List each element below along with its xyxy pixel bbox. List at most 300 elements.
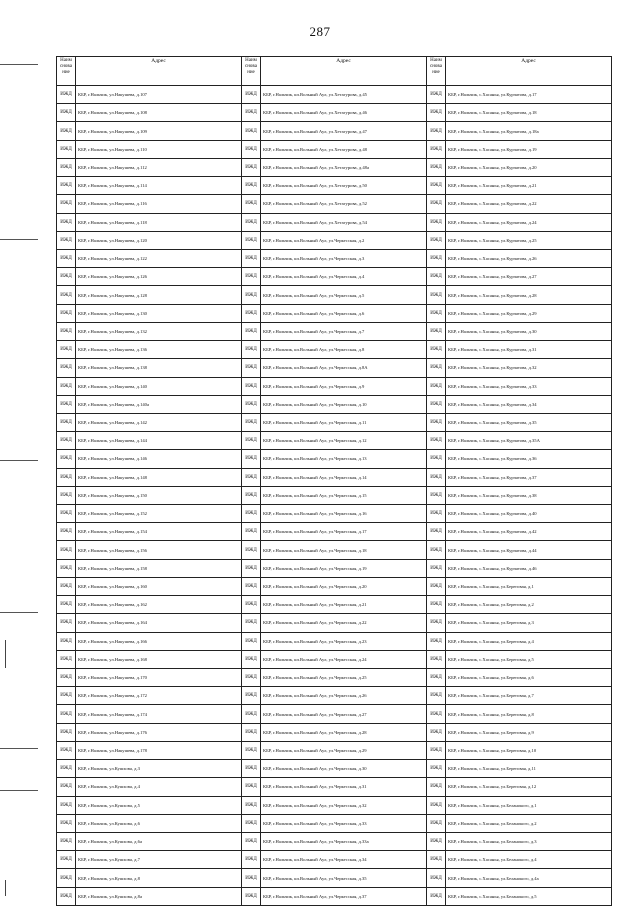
address-table xyxy=(56,56,612,906)
address-cell: КБР, г.Нальчик, с.Хасанья, ул.Береговая, д.3 xyxy=(446,614,612,632)
address-cell: КБР, г.Нальчик, с.Хасанья, ул.Береговая, д.12 xyxy=(446,778,612,796)
address-cell: КБР, г.Нальчик, кп.Вольный Аул, ул.Черкесская, д.12 xyxy=(261,432,427,450)
address-cell: КБР, г.Нальчик, кп.Вольный Аул, ул.Черкесская, д.3 xyxy=(261,249,427,267)
table-row xyxy=(57,213,612,231)
address-cell: КБР, г.Нальчик, с.Хасанья, ул.Курчатова, д.34 xyxy=(446,395,612,413)
address-cell: КБР, г.Нальчик, ул.Накушева, д.148 xyxy=(76,468,242,486)
address-cell: КБР, г.Нальчик, кп.Вольный Аул, ул.Хетагурова, д.54 xyxy=(261,213,427,231)
address-cell: КБР, г.Нальчик, ул.Накушева, д.130 xyxy=(76,304,242,322)
address-cell: КБР, г.Нальчик, с.Хасанья, ул.Береговая, д.8 xyxy=(446,705,612,723)
object-type-cell: ИЖД xyxy=(57,650,76,668)
object-type-cell: ИЖД xyxy=(242,177,261,195)
object-type-cell: ИЖД xyxy=(427,450,446,468)
object-type-cell: ИЖД xyxy=(427,177,446,195)
object-type-cell: ИЖД xyxy=(57,158,76,176)
address-cell: КБР, г.Нальчик, ул.Накушева, д.114 xyxy=(76,177,242,195)
object-type-cell: ИЖД xyxy=(242,687,261,705)
address-cell: КБР, г.Нальчик, кп.Вольный Аул, ул.Черкесская, д.14 xyxy=(261,468,427,486)
object-type-cell: ИЖД xyxy=(57,705,76,723)
address-cell: КБР, г.Нальчик, ул.Накушева, д.146 xyxy=(76,450,242,468)
object-type-cell: ИЖД xyxy=(242,596,261,614)
address-cell: КБР, г.Нальчик, с.Хасанья, ул.Береговая, д.4 xyxy=(446,632,612,650)
table-row xyxy=(57,468,612,486)
table-row xyxy=(57,650,612,668)
object-type-cell: ИЖД xyxy=(427,268,446,286)
table-row xyxy=(57,614,612,632)
address-cell: КБР, г.Нальчик, с.Хасанья, ул.Курчатова, д.46 xyxy=(446,559,612,577)
table-row xyxy=(57,104,612,122)
address-cell: КБР, г.Нальчик, кп.Вольный Аул, ул.Черкесская, д.32 xyxy=(261,796,427,814)
object-type-cell: ИЖД xyxy=(57,869,76,887)
object-type-cell: ИЖД xyxy=(57,832,76,850)
table-row xyxy=(57,541,612,559)
object-type-cell: ИЖД xyxy=(242,723,261,741)
address-cell: КБР, г.Нальчик, с.Хасанья, ул.Курчатова, д.35 xyxy=(446,413,612,431)
address-cell: КБР, г.Нальчик, с.Хасанья, ул.Курчатова, д.35А xyxy=(446,432,612,450)
table-row xyxy=(57,413,612,431)
object-type-cell: ИЖД xyxy=(427,559,446,577)
table-row xyxy=(57,669,612,687)
object-type-cell: ИЖД xyxy=(427,887,446,905)
table-body xyxy=(57,86,612,906)
object-type-cell: ИЖД xyxy=(57,669,76,687)
address-cell: КБР, г.Нальчик, кп.Вольный Аул, ул.Черкесская, д.26 xyxy=(261,687,427,705)
address-cell: КБР, г.Нальчик, с.Хасанья, ул.Курчатова, д.40 xyxy=(446,505,612,523)
address-cell: КБР, г.Нальчик, кп.Вольный Аул, ул.Черкесская, д.21 xyxy=(261,596,427,614)
object-type-cell: ИЖД xyxy=(57,268,76,286)
object-type-cell: ИЖД xyxy=(242,104,261,122)
object-type-cell: ИЖД xyxy=(427,632,446,650)
object-type-cell: ИЖД xyxy=(57,505,76,523)
address-cell: КБР, г.Нальчик, с.Хасанья, ул.Курчатова, д.24 xyxy=(446,213,612,231)
object-type-cell: ИЖД xyxy=(57,286,76,304)
object-type-cell: ИЖД xyxy=(242,486,261,504)
address-cell: КБР, г.Нальчик, кп.Вольный Аул, ул.Черкесская, д.29 xyxy=(261,741,427,759)
object-type-cell: ИЖД xyxy=(57,468,76,486)
address-cell: КБР, г.Нальчик, кп.Вольный Аул, ул.Хетагурова, д.45 xyxy=(261,86,427,104)
object-type-cell: ИЖД xyxy=(57,523,76,541)
table-row xyxy=(57,177,612,195)
address-cell: КБР, г.Нальчик, кп.Вольный Аул, ул.Черкесская, д.34 xyxy=(261,851,427,869)
address-cell: КБР, г.Нальчик, ул.Кушхова, д.6а xyxy=(76,832,242,850)
table-row xyxy=(57,705,612,723)
object-type-cell: ИЖД xyxy=(57,432,76,450)
address-cell: КБР, г.Нальчик, с.Хасанья, ул.Курчатова, д.42 xyxy=(446,523,612,541)
address-cell: КБР, г.Нальчик, ул.Кушхова, д.8 xyxy=(76,869,242,887)
address-cell: КБР, г.Нальчик, с.Хасанья, ул.Курчатова, д.32 xyxy=(446,359,612,377)
object-type-cell: ИЖД xyxy=(427,413,446,431)
table-row xyxy=(57,559,612,577)
object-type-cell: ИЖД xyxy=(427,249,446,267)
table-row xyxy=(57,760,612,778)
object-type-cell: ИЖД xyxy=(427,395,446,413)
address-cell: КБР, г.Нальчик, кп.Вольный Аул, ул.Хетагурова, д.50 xyxy=(261,177,427,195)
address-cell: КБР, г.Нальчик, кп.Вольный Аул, ул.Черкесская, д.18 xyxy=(261,541,427,559)
address-cell: КБР, г.Нальчик, с.Хасанья, ул.Береговая, д.7 xyxy=(446,687,612,705)
address-cell: КБР, г.Нальчик, кп.Вольный Аул, ул.Черкесская, д.33 xyxy=(261,814,427,832)
address-cell: КБР, г.Нальчик, ул.Кушхова, д.4 xyxy=(76,778,242,796)
table-row xyxy=(57,158,612,176)
object-type-cell: ИЖД xyxy=(57,377,76,395)
table-row xyxy=(57,450,612,468)
address-cell: КБР, г.Нальчик, ул.Накушева, д.136 xyxy=(76,341,242,359)
object-type-cell: ИЖД xyxy=(57,559,76,577)
object-type-cell: ИЖД xyxy=(242,377,261,395)
type-column-header: Наим снова ние xyxy=(57,57,76,86)
address-cell: КБР, г.Нальчик, ул.Накушева, д.156 xyxy=(76,541,242,559)
table-row xyxy=(57,322,612,340)
object-type-cell: ИЖД xyxy=(427,832,446,850)
address-cell: КБР, г.Нальчик, кп.Вольный Аул, ул.Черкесская, д.11 xyxy=(261,413,427,431)
object-type-cell: ИЖД xyxy=(242,86,261,104)
address-cell: КБР, г.Нальчик, ул.Накушева, д.140а xyxy=(76,395,242,413)
address-cell: КБР, г.Нальчик, ул.Накушева, д.107 xyxy=(76,86,242,104)
object-type-cell: ИЖД xyxy=(57,614,76,632)
object-type-cell: ИЖД xyxy=(427,377,446,395)
object-type-cell: ИЖД xyxy=(242,851,261,869)
object-type-cell: ИЖД xyxy=(427,341,446,359)
object-type-cell: ИЖД xyxy=(427,432,446,450)
object-type-cell: ИЖД xyxy=(427,614,446,632)
address-cell: КБР, г.Нальчик, с.Хасанья, ул.Береговая, д.5 xyxy=(446,650,612,668)
address-cell: КБР, г.Нальчик, с.Хасанья, ул.Курчатова, д.25 xyxy=(446,231,612,249)
object-type-cell: ИЖД xyxy=(57,814,76,832)
address-cell: КБР, г.Нальчик, ул.Накушева, д.109 xyxy=(76,122,242,140)
address-cell: КБР, г.Нальчик, ул.Накушева, д.162 xyxy=(76,596,242,614)
address-cell: КБР, г.Нальчик, кп.Вольный Аул, ул.Черкесская, д.22 xyxy=(261,614,427,632)
address-cell: КБР, г.Нальчик, с.Хасанья, ул.Курчатова, д.28 xyxy=(446,286,612,304)
address-cell: КБР, г.Нальчик, с.Хасанья, ул.Береговая, д.9 xyxy=(446,723,612,741)
address-cell: КБР, г.Нальчик, с.Хасанья, ул.Курчатова, д.37 xyxy=(446,468,612,486)
object-type-cell: ИЖД xyxy=(57,687,76,705)
address-cell: КБР, г.Нальчик, с.Хасанья, ул.Курчатова, д.18а xyxy=(446,122,612,140)
table-row xyxy=(57,377,612,395)
address-cell: КБР, г.Нальчик, ул.Накушева, д.164 xyxy=(76,614,242,632)
object-type-cell: ИЖД xyxy=(57,450,76,468)
address-cell: КБР, г.Нальчик, кп.Вольный Аул, ул.Черкесская, д.28 xyxy=(261,723,427,741)
address-cell: КБР, г.Нальчик, кп.Вольный Аул, ул.Хетагурова, д.48 xyxy=(261,140,427,158)
object-type-cell: ИЖД xyxy=(427,523,446,541)
object-type-cell: ИЖД xyxy=(57,195,76,213)
object-type-cell: ИЖД xyxy=(427,158,446,176)
object-type-cell: ИЖД xyxy=(57,86,76,104)
table-row xyxy=(57,395,612,413)
table-row xyxy=(57,741,612,759)
address-cell: КБР, г.Нальчик, с.Хасанья, ул.Беланокого, д.2 xyxy=(446,814,612,832)
table-row xyxy=(57,687,612,705)
object-type-cell: ИЖД xyxy=(427,851,446,869)
address-cell: КБР, г.Нальчик, ул.Накушева, д.110 xyxy=(76,140,242,158)
object-type-cell: ИЖД xyxy=(242,249,261,267)
object-type-cell: ИЖД xyxy=(242,231,261,249)
object-type-cell: ИЖД xyxy=(242,559,261,577)
object-type-cell: ИЖД xyxy=(427,231,446,249)
address-cell: КБР, г.Нальчик, ул.Накушева, д.150 xyxy=(76,486,242,504)
address-cell: КБР, г.Нальчик, с.Хасанья, ул.Курчатова, д.29 xyxy=(446,304,612,322)
object-type-cell: ИЖД xyxy=(427,778,446,796)
table-row xyxy=(57,268,612,286)
table-row xyxy=(57,486,612,504)
address-cell: КБР, г.Нальчик, кп.Вольный Аул, ул.Черкесская, д.13 xyxy=(261,450,427,468)
address-cell: КБР, г.Нальчик, ул.Накушева, д.116 xyxy=(76,195,242,213)
object-type-cell: ИЖД xyxy=(242,523,261,541)
scan-edge-mark xyxy=(0,460,38,461)
address-cell: КБР, г.Нальчик, с.Хасанья, ул.Курчатова, д.33 xyxy=(446,377,612,395)
scan-edge-mark xyxy=(0,748,38,749)
object-type-cell: ИЖД xyxy=(427,705,446,723)
object-type-cell: ИЖД xyxy=(57,341,76,359)
address-cell: КБР, г.Нальчик, с.Хасанья, ул.Курчатова, д.30 xyxy=(446,322,612,340)
address-cell: КБР, г.Нальчик, с.Хасанья, ул.Беланокого, д.4 xyxy=(446,851,612,869)
table-row xyxy=(57,887,612,905)
object-type-cell: ИЖД xyxy=(427,596,446,614)
object-type-cell: ИЖД xyxy=(427,814,446,832)
address-cell: КБР, г.Нальчик, ул.Накушева, д.120 xyxy=(76,231,242,249)
table-row xyxy=(57,86,612,104)
object-type-cell: ИЖД xyxy=(427,796,446,814)
object-type-cell: ИЖД xyxy=(242,432,261,450)
table-row xyxy=(57,814,612,832)
object-type-cell: ИЖД xyxy=(427,122,446,140)
object-type-cell: ИЖД xyxy=(57,796,76,814)
scan-edge-mark xyxy=(0,612,38,613)
object-type-cell: ИЖД xyxy=(57,213,76,231)
object-type-cell: ИЖД xyxy=(427,723,446,741)
address-cell: КБР, г.Нальчик, ул.Накушева, д.158 xyxy=(76,559,242,577)
object-type-cell: ИЖД xyxy=(242,158,261,176)
address-cell: КБР, г.Нальчик, с.Хасанья, ул.Береговая, д.6 xyxy=(446,669,612,687)
table-row xyxy=(57,140,612,158)
header-row xyxy=(57,57,612,86)
object-type-cell: ИЖД xyxy=(57,851,76,869)
address-cell: КБР, г.Нальчик, с.Хасанья, ул.Курчатова, д.22 xyxy=(446,195,612,213)
object-type-cell: ИЖД xyxy=(57,596,76,614)
object-type-cell: ИЖД xyxy=(242,195,261,213)
object-type-cell: ИЖД xyxy=(57,304,76,322)
address-cell: КБР, г.Нальчик, с.Хасанья, ул.Беланокого, д.1 xyxy=(446,796,612,814)
object-type-cell: ИЖД xyxy=(242,505,261,523)
object-type-cell: ИЖД xyxy=(242,468,261,486)
address-cell: КБР, г.Нальчик, ул.Накушева, д.108 xyxy=(76,104,242,122)
table-row xyxy=(57,778,612,796)
object-type-cell: ИЖД xyxy=(242,341,261,359)
object-type-cell: ИЖД xyxy=(427,86,446,104)
address-cell: КБР, г.Нальчик, кп.Вольный Аул, ул.Черкесская, д.19 xyxy=(261,559,427,577)
address-cell: КБР, г.Нальчик, ул.Кушхова, д.6 xyxy=(76,814,242,832)
address-cell: КБР, г.Нальчик, с.Хасанья, ул.Береговая, д.11 xyxy=(446,760,612,778)
page-number: 287 xyxy=(309,24,331,39)
table-row xyxy=(57,577,612,595)
address-cell: КБР, г.Нальчик, ул.Накушева, д.170 xyxy=(76,669,242,687)
object-type-cell: ИЖД xyxy=(242,778,261,796)
address-cell: КБР, г.Нальчик, ул.Кушхова, д.7 xyxy=(76,851,242,869)
object-type-cell: ИЖД xyxy=(242,669,261,687)
table-row xyxy=(57,432,612,450)
address-cell: КБР, г.Нальчик, с.Хасанья, ул.Курчатова, д.17 xyxy=(446,86,612,104)
object-type-cell: ИЖД xyxy=(427,195,446,213)
address-cell: КБР, г.Нальчик, ул.Накушева, д.112 xyxy=(76,158,242,176)
address-cell: КБР, г.Нальчик, кп.Вольный Аул, ул.Черкесская, д.27 xyxy=(261,705,427,723)
address-column-header: Адрес xyxy=(261,57,427,86)
address-cell: КБР, г.Нальчик, ул.Накушева, д.166 xyxy=(76,632,242,650)
object-type-cell: ИЖД xyxy=(427,760,446,778)
object-type-cell: ИЖД xyxy=(427,322,446,340)
address-cell: КБР, г.Нальчик, ул.Накушева, д.138 xyxy=(76,359,242,377)
address-cell: КБР, г.Нальчик, ул.Накушева, д.132 xyxy=(76,322,242,340)
address-cell: КБР, г.Нальчик, кп.Вольный Аул, ул.Черкесская, д.30 xyxy=(261,760,427,778)
address-cell: КБР, г.Нальчик, ул.Накушева, д.168 xyxy=(76,650,242,668)
address-cell: КБР, г.Нальчик, ул.Накушева, д.172 xyxy=(76,687,242,705)
address-cell: КБР, г.Нальчик, ул.Кушхова, д.3 xyxy=(76,760,242,778)
object-type-cell: ИЖД xyxy=(427,304,446,322)
address-cell: КБР, г.Нальчик, с.Хасанья, ул.Береговая, д.2 xyxy=(446,596,612,614)
address-cell: КБР, г.Нальчик, кп.Вольный Аул, ул.Черкесская, д.15 xyxy=(261,486,427,504)
table-row xyxy=(57,869,612,887)
object-type-cell: ИЖД xyxy=(57,577,76,595)
address-cell: КБР, г.Нальчик, с.Хасанья, ул.Курчатова, д.44 xyxy=(446,541,612,559)
address-cell: КБР, г.Нальчик, ул.Накушева, д.122 xyxy=(76,249,242,267)
address-cell: КБР, г.Нальчик, с.Хасанья, ул.Беланокого, д.4а xyxy=(446,869,612,887)
object-type-cell: ИЖД xyxy=(242,741,261,759)
table-row xyxy=(57,249,612,267)
address-cell: КБР, г.Нальчик, ул.Накушева, д.128 xyxy=(76,286,242,304)
address-cell: КБР, г.Нальчик, с.Хасанья, ул.Курчатова, д.31 xyxy=(446,341,612,359)
table-row xyxy=(57,523,612,541)
address-cell: КБР, г.Нальчик, с.Хасанья, ул.Курчатова, д.26 xyxy=(446,249,612,267)
address-column-header: Адрес xyxy=(76,57,242,86)
scan-edge-line xyxy=(5,640,6,668)
address-cell: КБР, г.Нальчик, кп.Вольный Аул, ул.Черкесская, д.5 xyxy=(261,286,427,304)
object-type-cell: ИЖД xyxy=(57,104,76,122)
object-type-cell: ИЖД xyxy=(427,505,446,523)
address-cell: КБР, г.Нальчик, с.Хасанья, ул.Курчатова, д.38 xyxy=(446,486,612,504)
address-cell: КБР, г.Нальчик, с.Хасанья, ул.Курчатова, д.21 xyxy=(446,177,612,195)
object-type-cell: ИЖД xyxy=(57,177,76,195)
address-cell: КБР, г.Нальчик, с.Хасанья, ул.Курчатова, д.19 xyxy=(446,140,612,158)
address-cell: КБР, г.Нальчик, ул.Накушева, д.152 xyxy=(76,505,242,523)
address-cell: КБР, г.Нальчик, ул.Накушева, д.118 xyxy=(76,213,242,231)
address-cell: КБР, г.Нальчик, кп.Вольный Аул, ул.Хетагурова, д.52 xyxy=(261,195,427,213)
address-cell: КБР, г.Нальчик, кп.Вольный Аул, ул.Черкесская, д.31 xyxy=(261,778,427,796)
object-type-cell: ИЖД xyxy=(427,541,446,559)
address-cell: КБР, г.Нальчик, ул.Накушева, д.174 xyxy=(76,705,242,723)
object-type-cell: ИЖД xyxy=(242,796,261,814)
table-row xyxy=(57,231,612,249)
object-type-cell: ИЖД xyxy=(242,450,261,468)
address-cell: КБР, г.Нальчик, ул.Кушхова, д.5 xyxy=(76,796,242,814)
address-cell: КБР, г.Нальчик, кп.Вольный Аул, ул.Черкесская, д.10 xyxy=(261,395,427,413)
address-cell: КБР, г.Нальчик, ул.Накушева, д.178 xyxy=(76,741,242,759)
object-type-cell: ИЖД xyxy=(242,322,261,340)
type-column-header: Наим снова ние xyxy=(242,57,261,86)
object-type-cell: ИЖД xyxy=(57,541,76,559)
object-type-cell: ИЖД xyxy=(242,814,261,832)
address-cell: КБР, г.Нальчик, кп.Вольный Аул, ул.Хетагурова, д.48а xyxy=(261,158,427,176)
address-cell: КБР, г.Нальчик, с.Хасанья, ул.Береговая, д.1 xyxy=(446,577,612,595)
object-type-cell: ИЖД xyxy=(242,140,261,158)
address-cell: КБР, г.Нальчик, кп.Вольный Аул, ул.Черкесская, д.2 xyxy=(261,231,427,249)
object-type-cell: ИЖД xyxy=(57,413,76,431)
address-cell: КБР, г.Нальчик, кп.Вольный Аул, ул.Хетагурова, д.46 xyxy=(261,104,427,122)
address-cell: КБР, г.Нальчик, ул.Кушхова, д.8а xyxy=(76,887,242,905)
object-type-cell: ИЖД xyxy=(427,359,446,377)
address-cell: КБР, г.Нальчик, кп.Вольный Аул, ул.Черкесская, д.7 xyxy=(261,322,427,340)
scan-edge-mark xyxy=(0,790,38,791)
object-type-cell: ИЖД xyxy=(242,286,261,304)
object-type-cell: ИЖД xyxy=(242,413,261,431)
object-type-cell: ИЖД xyxy=(57,322,76,340)
table-row xyxy=(57,304,612,322)
object-type-cell: ИЖД xyxy=(57,140,76,158)
address-cell: КБР, г.Нальчик, ул.Накушева, д.140 xyxy=(76,377,242,395)
object-type-cell: ИЖД xyxy=(427,486,446,504)
object-type-cell: ИЖД xyxy=(57,778,76,796)
address-column-header: Адрес xyxy=(446,57,612,86)
table-row xyxy=(57,796,612,814)
address-cell: КБР, г.Нальчик, с.Хасанья, ул.Беланокого, д.3 xyxy=(446,832,612,850)
object-type-cell: ИЖД xyxy=(242,760,261,778)
object-type-cell: ИЖД xyxy=(427,468,446,486)
address-cell: КБР, г.Нальчик, кп.Вольный Аул, ул.Черкесская, д.37 xyxy=(261,887,427,905)
object-type-cell: ИЖД xyxy=(57,723,76,741)
table-row xyxy=(57,122,612,140)
object-type-cell: ИЖД xyxy=(427,140,446,158)
table-row xyxy=(57,832,612,850)
table-row xyxy=(57,723,612,741)
object-type-cell: ИЖД xyxy=(427,650,446,668)
address-cell: КБР, г.Нальчик, с.Хасанья, ул.Курчатова, д.18 xyxy=(446,104,612,122)
object-type-cell: ИЖД xyxy=(57,632,76,650)
object-type-cell: ИЖД xyxy=(427,741,446,759)
address-cell: КБР, г.Нальчик, кп.Вольный Аул, ул.Черкесская, д.8А xyxy=(261,359,427,377)
address-cell: КБР, г.Нальчик, ул.Накушева, д.126 xyxy=(76,268,242,286)
address-cell: КБР, г.Нальчик, ул.Накушева, д.160 xyxy=(76,577,242,595)
object-type-cell: ИЖД xyxy=(57,741,76,759)
object-type-cell: ИЖД xyxy=(242,632,261,650)
address-cell: КБР, г.Нальчик, с.Хасанья, ул.Беланокого, д.5 xyxy=(446,887,612,905)
address-cell: КБР, г.Нальчик, с.Хасанья, ул.Береговая, д.10 xyxy=(446,741,612,759)
object-type-cell: ИЖД xyxy=(57,395,76,413)
table-row xyxy=(57,359,612,377)
table-row xyxy=(57,505,612,523)
address-cell: КБР, г.Нальчик, кп.Вольный Аул, ул.Черкесская, д.4 xyxy=(261,268,427,286)
object-type-cell: ИЖД xyxy=(427,577,446,595)
table-row xyxy=(57,851,612,869)
address-cell: КБР, г.Нальчик, кп.Вольный Аул, ул.Черкесская, д.23 xyxy=(261,632,427,650)
address-cell: КБР, г.Нальчик, кп.Вольный Аул, ул.Черкесская, д.33а xyxy=(261,832,427,850)
object-type-cell: ИЖД xyxy=(57,760,76,778)
object-type-cell: ИЖД xyxy=(242,268,261,286)
address-cell: КБР, г.Нальчик, кп.Вольный Аул, ул.Хетагурова, д.47 xyxy=(261,122,427,140)
object-type-cell: ИЖД xyxy=(242,832,261,850)
object-type-cell: ИЖД xyxy=(242,541,261,559)
address-cell: КБР, г.Нальчик, ул.Накушева, д.154 xyxy=(76,523,242,541)
object-type-cell: ИЖД xyxy=(427,669,446,687)
object-type-cell: ИЖД xyxy=(242,650,261,668)
object-type-cell: ИЖД xyxy=(242,395,261,413)
table-row xyxy=(57,195,612,213)
table-row xyxy=(57,596,612,614)
object-type-cell: ИЖД xyxy=(57,887,76,905)
object-type-cell: ИЖД xyxy=(242,122,261,140)
object-type-cell: ИЖД xyxy=(242,887,261,905)
scan-edge-line xyxy=(5,880,6,896)
address-cell: КБР, г.Нальчик, кп.Вольный Аул, ул.Черкесская, д.24 xyxy=(261,650,427,668)
object-type-cell: ИЖД xyxy=(427,869,446,887)
object-type-cell: ИЖД xyxy=(242,359,261,377)
address-cell: КБР, г.Нальчик, кп.Вольный Аул, ул.Черкесская, д.25 xyxy=(261,669,427,687)
object-type-cell: ИЖД xyxy=(242,614,261,632)
